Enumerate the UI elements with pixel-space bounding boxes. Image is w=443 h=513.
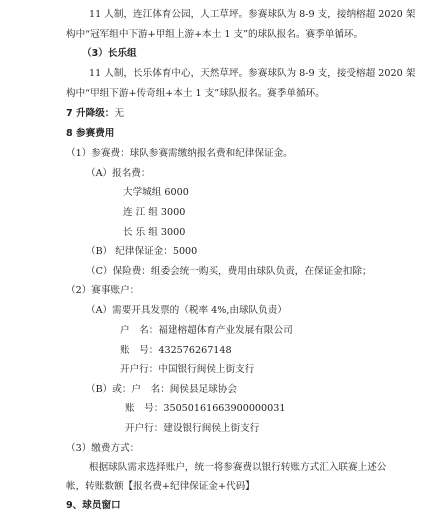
paragraph-line: 11 人制，长乐体育中心，天然草坪。参赛球队为 8-9 支，接受榕超 2020 架 [89, 68, 416, 79]
paragraph-line: 帐，转账数额【报名费+纪律保证金+代码】 [66, 481, 255, 492]
subsection-title: （3）长乐组 [82, 48, 137, 59]
deposit-line: （B） 纪律保证金：5000 [86, 246, 198, 257]
paragraph-line: 构中“冠军组中下游+甲组上游+本土 1 支”的球队报名。赛季单循环。 [66, 29, 364, 40]
account-a-title: （A）需要开具发票的（税率 4%,由球队负责） [86, 305, 287, 316]
account-title: （2）赛事账户： [66, 285, 140, 296]
payment-title: （3）缴费方式： [66, 443, 140, 454]
section-7-heading [66, 107, 124, 121]
fee-item: 大学城组 6000 [123, 187, 189, 198]
section-value: 无 [114, 108, 124, 119]
section-title: 7 升降级： [66, 108, 115, 119]
account-number: 账 号：432576267148 [120, 345, 232, 356]
fee-item: 连 江 组 3000 [123, 207, 186, 218]
account-bank: 开户行：建设银行闽侯上街支行 [125, 423, 260, 434]
account-bank: 开户行：中国银行闽侯上街支行 [120, 364, 255, 375]
registration-fee-title: （A）报名费： [86, 168, 151, 179]
fee-intro: （1）参赛费：球队参赛需缴纳报名费和纪律保证金。 [66, 148, 293, 159]
account-number: 账 号：35050161663900000031 [125, 403, 286, 414]
account-b-name: （B）或：户 名：闽侯县足球协会 [86, 384, 237, 395]
insurance-line: （C）保险费：组委会统一购买，费用由球队负责，在保证金扣除； [86, 266, 372, 277]
paragraph-line: 构中“甲组下游+传奇组+本土 1 支”球队报名。赛季单循环。 [66, 88, 325, 99]
paragraph-line: 11 人制，连江体育公园，人工草坪。参赛球队为 8-9 支，接纳榕超 2020 架 [89, 9, 416, 20]
section-title: 8 参赛费用 [66, 128, 115, 139]
section-title: 9、球员窗口 [66, 500, 121, 511]
fee-item: 长 乐 组 3000 [123, 227, 186, 238]
paragraph-line: 根据球队需求选择账户，统一将参赛费以银行转账方式汇入联赛上述公 [89, 462, 387, 473]
account-name: 户 名：福建榕超体育产业发展有限公司 [120, 325, 293, 336]
